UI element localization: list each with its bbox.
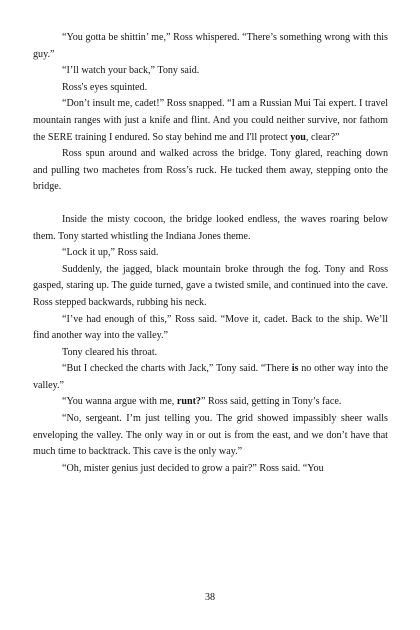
page-number: 38 <box>204 592 216 603</box>
paragraph-8: Suddenly, the jagged, black mountain broke through the fog. Tony and Ross gasped, staring up. The guide turned, gave a twisted smile, and continued into the cave. Ross stepped backwards, rubbing his neck. <box>33 263 388 308</box>
paragraph-5: Ross spun around and walked across the bridge. Tony glared, reaching down and pulling two machetes from Ross’s ruck. He tucked them away, stepping onto the bridge. <box>33 148 388 193</box>
paragraph-4: “Don’t insult me, cadet!” Ross snapped. “I am a Russian Mui Tai expert. I travel mountain ranges with just a knife and flint. And you could neither survive, nor fathom the SERE training I endured. So stay behind me and I'll protect you, clear?” <box>33 98 388 143</box>
paragraph-9: “I’ve had enough of this,” Ross said. “Move it, cadet. Back to the ship. We’ll find another way into the valley.” <box>33 313 388 342</box>
paragraph-7: “Lock it up,” Ross said. <box>62 247 159 259</box>
paragraph-1: “You gotta be shittin’ me,” Ross whispered. “There’s something wrong with this guy.” <box>33 32 388 60</box>
paragraph-12: “You wanna argue with me, runt?” Ross said, getting in Tony’s face. <box>62 396 342 408</box>
paragraph-2: “I’ll watch your back,” Tony said. <box>62 65 200 77</box>
paragraph-13: “No, sergeant. I’m just telling you. The grid showed impassibly sheer walls enveloping the valley. The only way in or out is from the east, and we don’t have that much time to backtrack. This cave is the only way.” <box>33 413 388 458</box>
section-break <box>33 196 388 212</box>
emphasis-is: is <box>291 363 299 375</box>
paragraph-11: “But I checked the charts with Jack,” Tony said. “There is no other way into the valley.” <box>33 363 388 391</box>
page-body <box>33 30 388 477</box>
paragraph-6: Inside the misty cocoon, the bridge looked endless, the waves roaring below them. Tony started whistling the Indiana Jones theme. <box>33 213 388 242</box>
paragraph-10: Tony cleared his throat. <box>62 346 158 358</box>
paragraph-14: “Oh, mister genius just decided to grow a pair?” Ross said. “You <box>62 462 324 474</box>
emphasis-runt: runt? <box>176 396 201 408</box>
paragraph-3: Ross's eyes squinted. <box>62 81 148 93</box>
emphasis-you: you <box>290 131 306 143</box>
